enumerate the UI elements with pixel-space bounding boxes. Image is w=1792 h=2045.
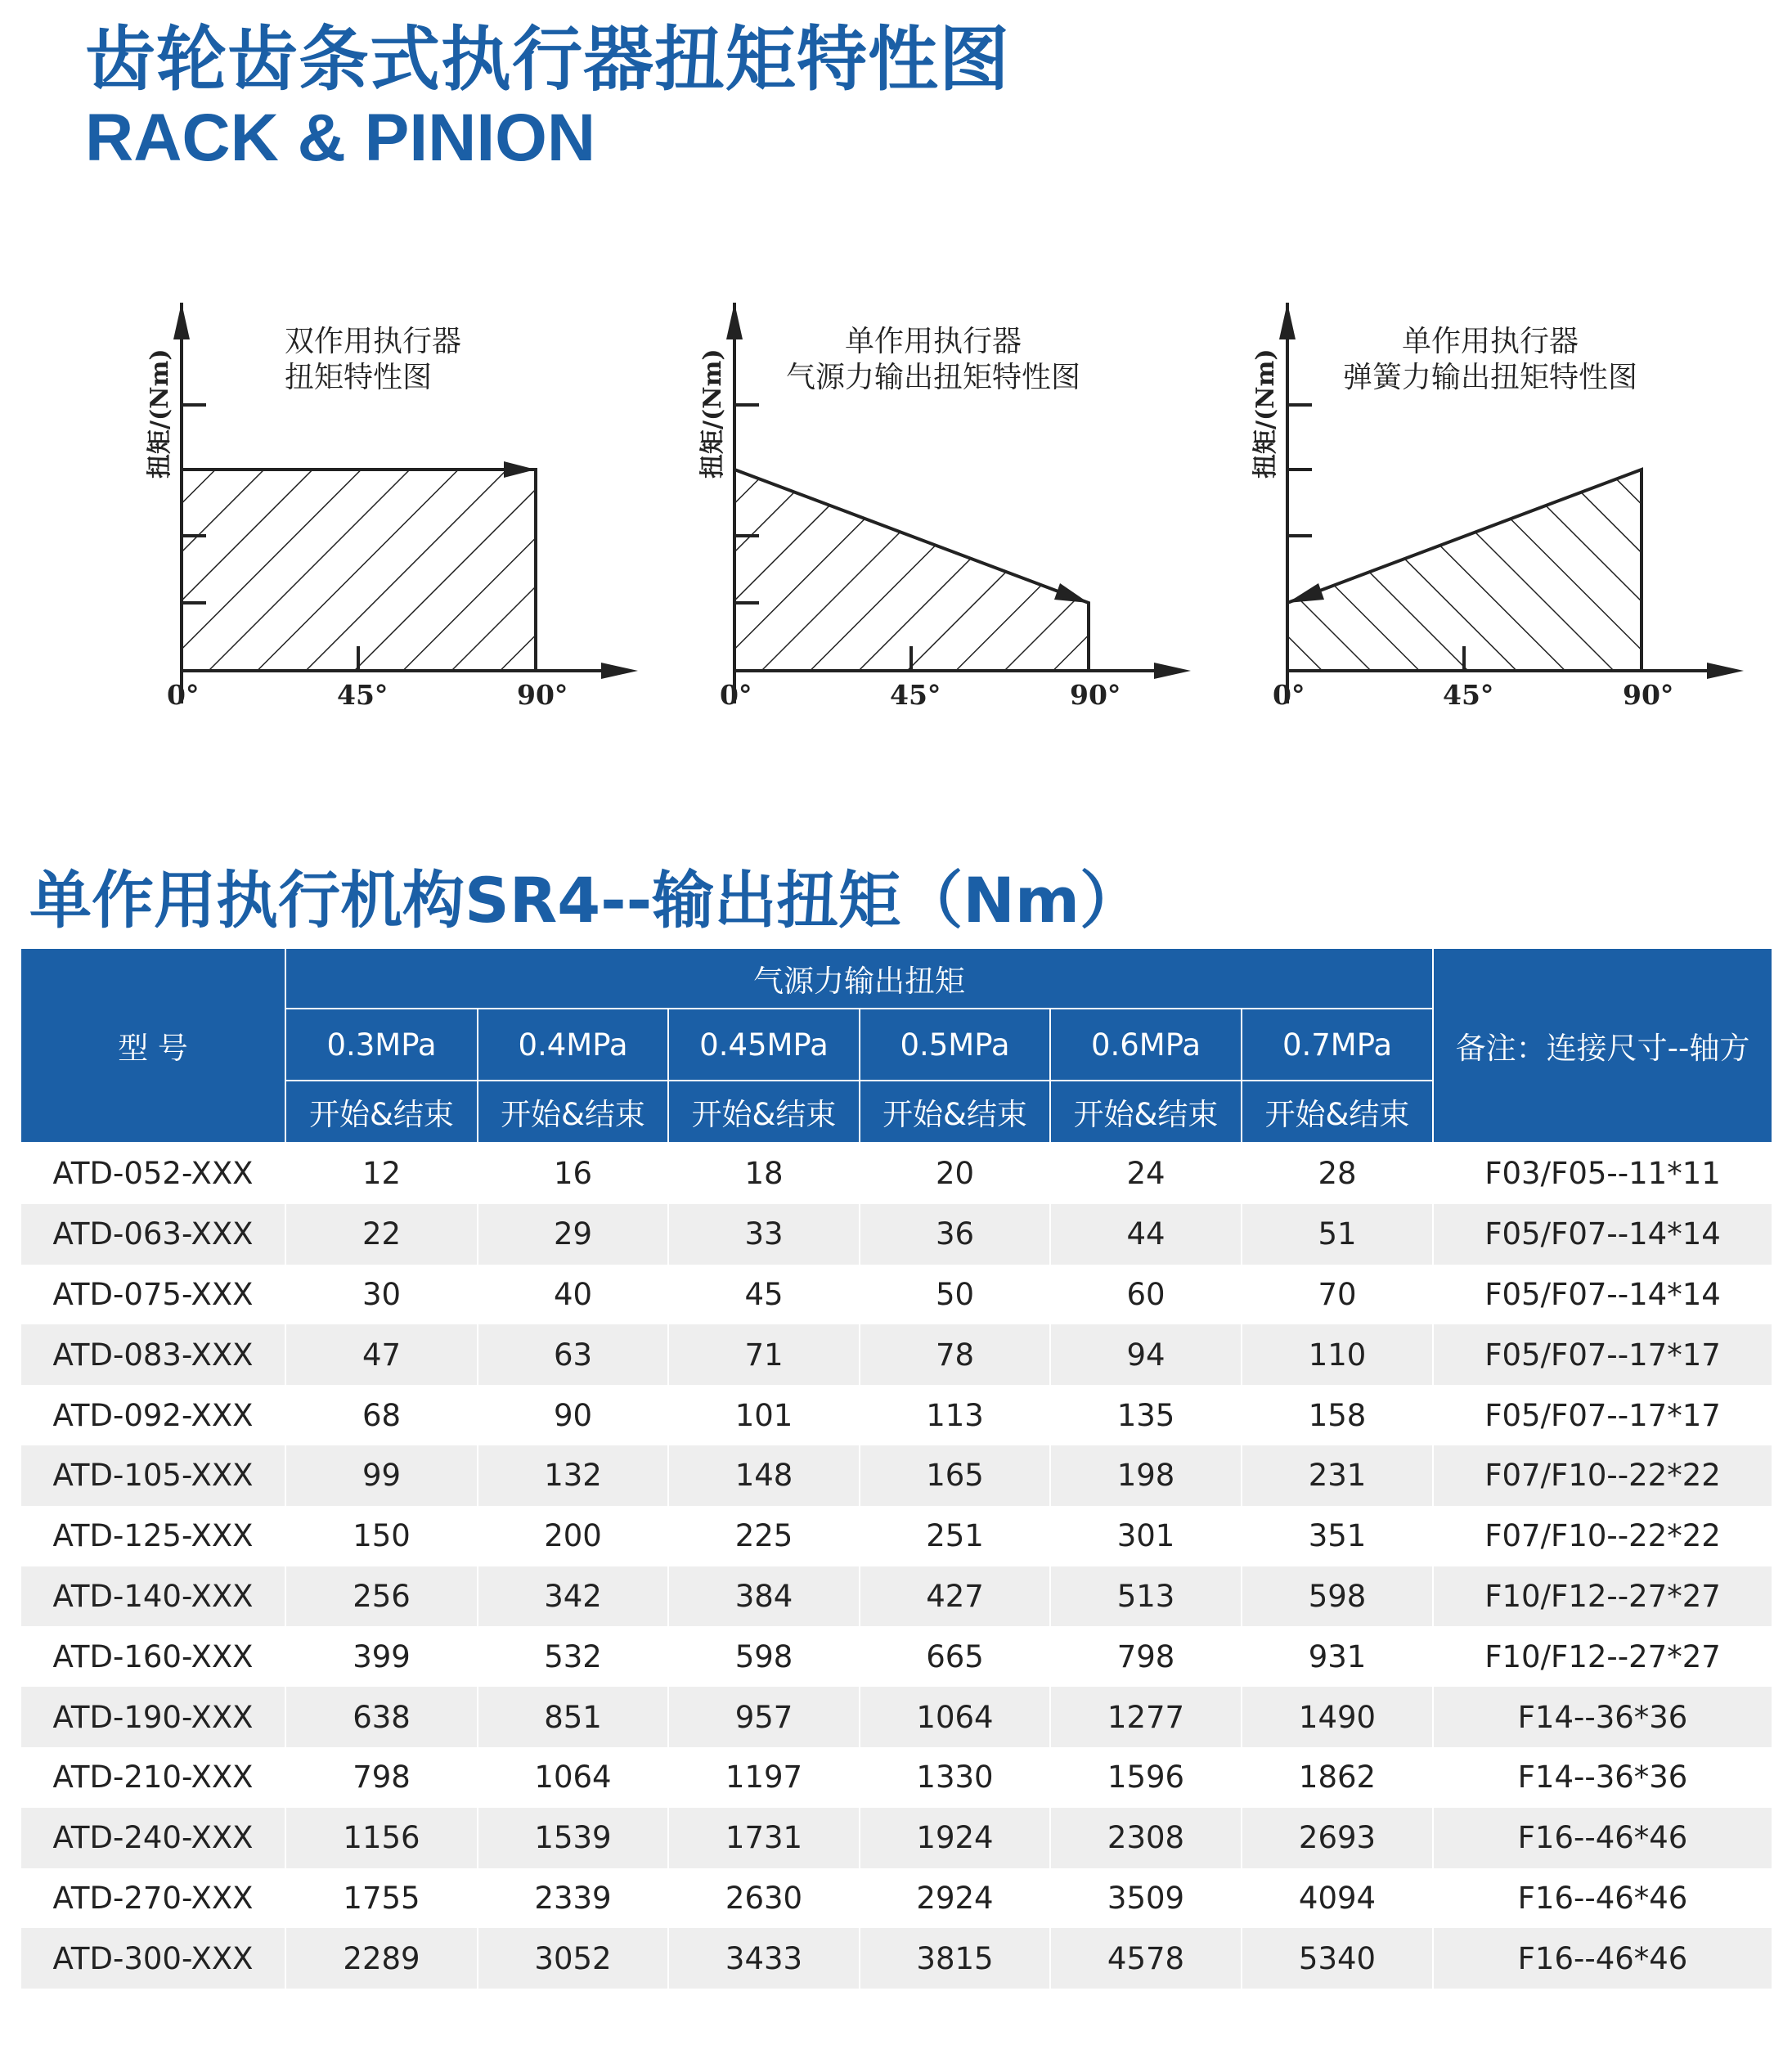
torque-cell: 29 — [478, 1204, 668, 1265]
torque-cell: 113 — [860, 1385, 1050, 1445]
diagram-caption: 双作用执行器 扭矩特性图 — [285, 325, 462, 394]
torque-cell: 1862 — [1242, 1747, 1433, 1808]
diagram-single-acting-air — [667, 278, 1207, 736]
x-tick-90: 90° — [1623, 679, 1674, 711]
torque-cell: 158 — [1242, 1385, 1433, 1445]
torque-cell: 71 — [668, 1324, 860, 1385]
torque-cell: 135 — [1050, 1385, 1242, 1445]
group-header: 气源力输出扭矩 — [285, 948, 1433, 1009]
torque-cell: 18 — [668, 1143, 860, 1204]
torque-cell: 60 — [1050, 1265, 1242, 1325]
remark-cell: F16--46*46 — [1433, 1808, 1772, 1868]
torque-cell: 45 — [668, 1265, 860, 1325]
torque-cell: 70 — [1242, 1265, 1433, 1325]
model-cell: ATD-190-XXX — [20, 1687, 285, 1747]
remark-cell: F05/F07--14*14 — [1433, 1204, 1772, 1265]
torque-cell: 2289 — [285, 1928, 478, 1989]
torque-cell: 1731 — [668, 1808, 860, 1868]
torque-cell: 2308 — [1050, 1808, 1242, 1868]
x-tick-0: 0° — [720, 679, 752, 711]
torque-cell: 598 — [1242, 1566, 1433, 1627]
torque-cell: 851 — [478, 1687, 668, 1747]
model-cell: ATD-210-XXX — [20, 1747, 285, 1808]
remark-cell: F05/F07--17*17 — [1433, 1385, 1772, 1445]
model-cell: ATD-125-XXX — [20, 1506, 285, 1566]
torque-cell: 20 — [860, 1143, 1050, 1204]
table-row — [20, 1385, 1772, 1445]
torque-cell: 3433 — [668, 1928, 860, 1989]
torque-cell: 665 — [860, 1626, 1050, 1687]
torque-cell: 798 — [285, 1747, 478, 1808]
remark-header: 备注：连接尺寸--轴方 — [1433, 948, 1772, 1143]
page-subtitle: RACK & PINION — [85, 101, 596, 175]
torque-cell: 342 — [478, 1566, 668, 1627]
table-row — [20, 1445, 1772, 1506]
torque-cell: 1156 — [285, 1808, 478, 1868]
torque-cell: 50 — [860, 1265, 1050, 1325]
torque-cell: 638 — [285, 1687, 478, 1747]
remark-cell: F05/F07--17*17 — [1433, 1324, 1772, 1385]
torque-cell: 3815 — [860, 1928, 1050, 1989]
torque-cell: 33 — [668, 1204, 860, 1265]
torque-cell: 1064 — [478, 1747, 668, 1808]
torque-cell: 47 — [285, 1324, 478, 1385]
table-row — [20, 1204, 1772, 1265]
torque-cell: 5340 — [1242, 1928, 1433, 1989]
torque-cell: 301 — [1050, 1506, 1242, 1566]
model-cell: ATD-160-XXX — [20, 1626, 285, 1687]
table-row — [20, 1747, 1772, 1808]
table-row — [20, 1687, 1772, 1747]
remark-cell: F07/F10--22*22 — [1433, 1445, 1772, 1506]
pressure-header: 0.45MPa — [668, 1009, 860, 1081]
table-body — [20, 1143, 1772, 1989]
x-tick-45: 45° — [890, 679, 941, 711]
diagram-single-acting-spring — [1220, 278, 1760, 736]
y-axis-label: 扭矩/(Nm) — [146, 348, 174, 479]
torque-cell: 2924 — [860, 1868, 1050, 1929]
x-tick-90: 90° — [517, 679, 568, 711]
torque-cell: 132 — [478, 1445, 668, 1506]
torque-cell: 1277 — [1050, 1687, 1242, 1747]
torque-cell: 1596 — [1050, 1747, 1242, 1808]
torque-cell: 225 — [668, 1506, 860, 1566]
y-axis-label: 扭矩/(Nm) — [1251, 348, 1280, 479]
table-row — [20, 1868, 1772, 1929]
remark-cell: F16--46*46 — [1433, 1868, 1772, 1929]
torque-cell: 198 — [1050, 1445, 1242, 1506]
torque-cell: 4094 — [1242, 1868, 1433, 1929]
table-row — [20, 1626, 1772, 1687]
model-cell: ATD-140-XXX — [20, 1566, 285, 1627]
torque-cell: 36 — [860, 1204, 1050, 1265]
torque-cell: 1064 — [860, 1687, 1050, 1747]
table-title: 单作用执行机构SR4--输出扭矩（Nm） — [29, 864, 1143, 937]
remark-cell: F03/F05--11*11 — [1433, 1143, 1772, 1204]
torque-cell: 1755 — [285, 1868, 478, 1929]
torque-cell: 1490 — [1242, 1687, 1433, 1747]
x-tick-0: 0° — [1273, 679, 1305, 711]
start-end-header: 开始&结束 — [478, 1081, 668, 1143]
torque-cell: 1197 — [668, 1747, 860, 1808]
pressure-header: 0.7MPa — [1242, 1009, 1433, 1081]
torque-cell: 94 — [1050, 1324, 1242, 1385]
torque-cell: 30 — [285, 1265, 478, 1325]
x-tick-90: 90° — [1070, 679, 1121, 711]
torque-cell: 231 — [1242, 1445, 1433, 1506]
model-cell: ATD-105-XXX — [20, 1445, 285, 1506]
torque-cell: 200 — [478, 1506, 668, 1566]
torque-cell: 22 — [285, 1204, 478, 1265]
torque-cell: 3509 — [1050, 1868, 1242, 1929]
torque-cell: 150 — [285, 1506, 478, 1566]
torque-cell: 78 — [860, 1324, 1050, 1385]
torque-cell: 384 — [668, 1566, 860, 1627]
table-row — [20, 1928, 1772, 1989]
table-row — [20, 1808, 1772, 1868]
torque-cell: 513 — [1050, 1566, 1242, 1627]
pressure-header: 0.4MPa — [478, 1009, 668, 1081]
torque-cell: 12 — [285, 1143, 478, 1204]
torque-cell: 598 — [668, 1626, 860, 1687]
table-header — [20, 948, 1772, 1143]
remark-cell: F14--36*36 — [1433, 1747, 1772, 1808]
torque-cell: 90 — [478, 1385, 668, 1445]
torque-cell: 1924 — [860, 1808, 1050, 1868]
torque-cell: 101 — [668, 1385, 860, 1445]
start-end-header: 开始&结束 — [1242, 1081, 1433, 1143]
remark-cell: F16--46*46 — [1433, 1928, 1772, 1989]
remark-cell: F14--36*36 — [1433, 1687, 1772, 1747]
model-cell: ATD-063-XXX — [20, 1204, 285, 1265]
torque-cell: 165 — [860, 1445, 1050, 1506]
model-cell: ATD-083-XXX — [20, 1324, 285, 1385]
diagram-double-acting — [115, 278, 654, 736]
torque-cell: 957 — [668, 1687, 860, 1747]
start-end-header: 开始&结束 — [1050, 1081, 1242, 1143]
y-axis-label: 扭矩/(Nm) — [698, 348, 727, 479]
model-cell: ATD-270-XXX — [20, 1868, 285, 1929]
torque-cell: 931 — [1242, 1626, 1433, 1687]
torque-cell: 40 — [478, 1265, 668, 1325]
torque-cell: 256 — [285, 1566, 478, 1627]
remark-cell: F05/F07--14*14 — [1433, 1265, 1772, 1325]
torque-cell: 110 — [1242, 1324, 1433, 1385]
torque-cell: 63 — [478, 1324, 668, 1385]
torque-cell: 51 — [1242, 1204, 1433, 1265]
table-row — [20, 1324, 1772, 1385]
torque-cell: 3052 — [478, 1928, 668, 1989]
torque-cell: 28 — [1242, 1143, 1433, 1204]
remark-cell: F10/F12--27*27 — [1433, 1626, 1772, 1687]
torque-cell: 68 — [285, 1385, 478, 1445]
torque-cell: 798 — [1050, 1626, 1242, 1687]
pressure-header: 0.3MPa — [285, 1009, 478, 1081]
remark-cell: F10/F12--27*27 — [1433, 1566, 1772, 1627]
table-row — [20, 1265, 1772, 1325]
torque-cell: 2693 — [1242, 1808, 1433, 1868]
torque-table — [20, 947, 1773, 1989]
x-tick-45: 45° — [337, 679, 388, 711]
torque-cell: 251 — [860, 1506, 1050, 1566]
table-row — [20, 1143, 1772, 1204]
remark-cell: F07/F10--22*22 — [1433, 1506, 1772, 1566]
start-end-header: 开始&结束 — [668, 1081, 860, 1143]
torque-cell: 16 — [478, 1143, 668, 1204]
model-header: 型 号 — [20, 948, 285, 1143]
torque-cell: 399 — [285, 1626, 478, 1687]
x-tick-0: 0° — [167, 679, 200, 711]
diagram-caption: 单作用执行器 气源力输出扭矩特性图 — [785, 325, 1080, 394]
torque-cell: 427 — [860, 1566, 1050, 1627]
model-cell: ATD-300-XXX — [20, 1928, 285, 1989]
page-title: 齿轮齿条式执行器扭矩特性图 — [85, 19, 1010, 101]
torque-cell: 24 — [1050, 1143, 1242, 1204]
start-end-header: 开始&结束 — [285, 1081, 478, 1143]
model-cell: ATD-052-XXX — [20, 1143, 285, 1204]
x-tick-45: 45° — [1443, 679, 1494, 711]
torque-cell: 44 — [1050, 1204, 1242, 1265]
torque-cell: 148 — [668, 1445, 860, 1506]
table-row — [20, 1566, 1772, 1627]
diagram-caption: 单作用执行器 弹簧力输出扭矩特性图 — [1342, 325, 1637, 394]
pressure-header: 0.6MPa — [1050, 1009, 1242, 1081]
model-cell: ATD-092-XXX — [20, 1385, 285, 1445]
table-row — [20, 1506, 1772, 1566]
torque-cell: 1539 — [478, 1808, 668, 1868]
model-cell: ATD-075-XXX — [20, 1265, 285, 1325]
pressure-header: 0.5MPa — [860, 1009, 1050, 1081]
torque-cell: 4578 — [1050, 1928, 1242, 1989]
torque-diagrams — [0, 278, 1792, 736]
start-end-header: 开始&结束 — [860, 1081, 1050, 1143]
torque-cell: 99 — [285, 1445, 478, 1506]
model-cell: ATD-240-XXX — [20, 1808, 285, 1868]
torque-cell: 2339 — [478, 1868, 668, 1929]
torque-cell: 2630 — [668, 1868, 860, 1929]
torque-cell: 351 — [1242, 1506, 1433, 1566]
torque-cell: 1330 — [860, 1747, 1050, 1808]
torque-cell: 532 — [478, 1626, 668, 1687]
